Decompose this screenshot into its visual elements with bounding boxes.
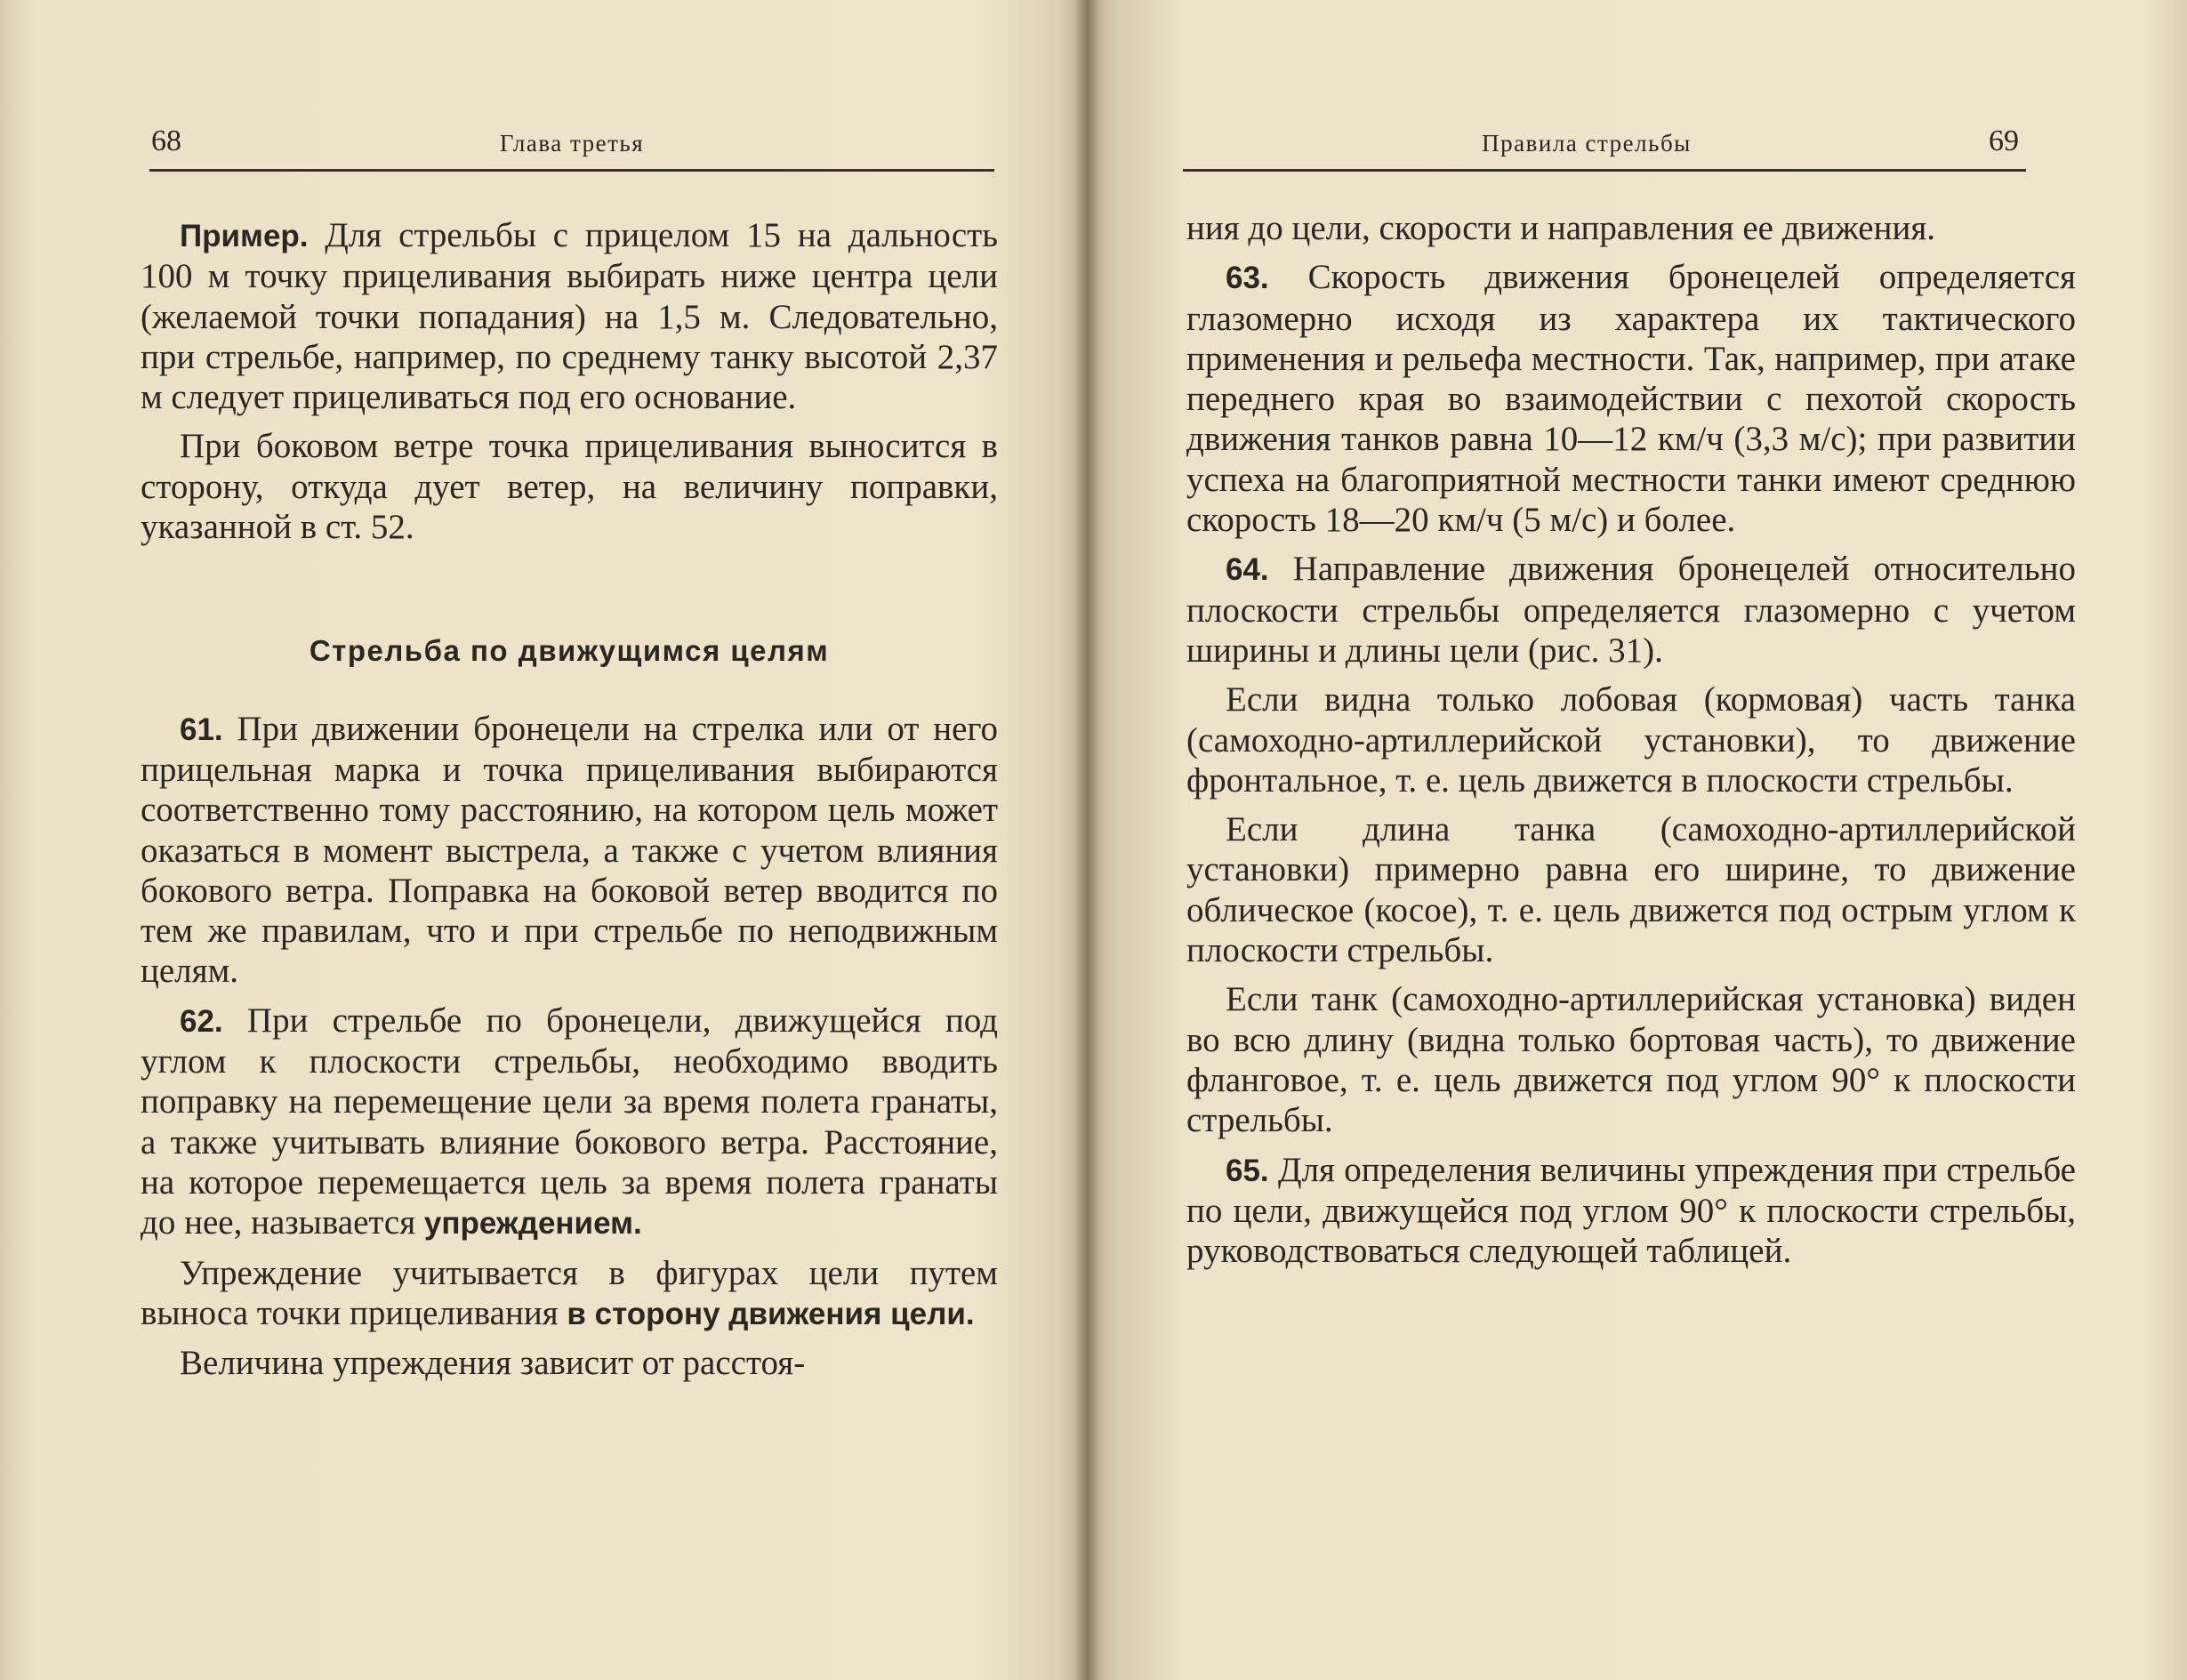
- paragraph-61-text: При движении бронецели на стрелка или от него прицельная марка и точка прицеливания выбираются соответственно тому расстоянию, на котором цель может оказаться в момент выстрела, а также с учетом влияния бокового ветра. Поправка на боковой ветер вводится по тем же правилам, что и при стрельбе по неподвижным целям.: [141, 709, 998, 991]
- paragraph-65: [1186, 1150, 2076, 1272]
- paragraph-62: [141, 1001, 998, 1244]
- paragraph-oblique: Если длина танка (самоходно-артиллерийской установки) примерно равна его ширине, то движение облическое (косое), т. е. цель движется под острым углом к плоскости стрельбы.: [1186, 810, 2076, 970]
- left-page-header: [149, 123, 994, 172]
- paragraph-65-text: Для определения величины упреждения при стрельбе по цели, движущейся под углом 90° к плоскости стрельбы, руководствоваться следующей таблицей.: [1186, 1150, 2076, 1271]
- right-page-number: 69: [1989, 125, 2019, 157]
- left-page-text: [141, 215, 998, 1383]
- example-text: Для стрельбы с прицелом 15 на дальность 100 м точку прицеливания выбирать ниже центра цели (желаемой точки попадания) на 1,5 м. Следовательно, при стрельбе, например, по среднему танку высотой 2,37 м следует прицеливаться под его основание.: [141, 216, 998, 417]
- right-page: [1087, 0, 2187, 1680]
- paragraph-flank: Если танк (самоходно-артиллерийская установка) виден во всю длину (видна только бортовая часть), то движение фланговое, т. е. цель движется под углом 90° к плоскости стрельбы.: [1186, 980, 2076, 1140]
- lead-direction-text: Упреждение учитывается в фигурах цели путем выноса точки прицеливания: [141, 1253, 998, 1332]
- right-page-header: [1183, 123, 2026, 172]
- right-running-title: Правила стрельбы: [1482, 130, 1692, 157]
- paragraph-number-63: 63.: [1226, 261, 1269, 296]
- term-lead: упреждением.: [423, 1206, 642, 1242]
- paragraph-continued: ния до цели, скорости и направления ее движения.: [1186, 209, 1936, 247]
- paragraph-61: [141, 709, 998, 992]
- paragraph-side-wind: При боковом ветре точка прицеливания выносится в сторону, откуда дует ветер, на величину поправки, указанной в ст. 52.: [141, 427, 998, 547]
- example-label: Пример.: [180, 219, 309, 253]
- left-page-number: 68: [151, 125, 181, 157]
- book-gutter: [1074, 0, 1099, 1680]
- paragraph-number-65: 65.: [1226, 1153, 1269, 1188]
- section-heading: Стрельба по движущимся целям: [309, 634, 830, 668]
- paragraph-number-64: 64.: [1226, 552, 1269, 588]
- paragraph-63: [1186, 257, 2076, 540]
- paragraph-lead-value: Величина упреждения зависит от расстоя-: [180, 1344, 806, 1383]
- paragraph-number-62: 62.: [180, 1003, 223, 1039]
- paragraph-lead-direction: [141, 1253, 998, 1335]
- left-running-title: Глава третья: [499, 130, 645, 157]
- paragraph-64-text: Направление движения бронецелей относительно плоскости стрельбы определяется глазомерно с учетом ширины и длины цели (рис. 31).: [1186, 550, 2076, 670]
- paragraph-example: [141, 215, 998, 417]
- right-page-text: [1186, 208, 2076, 1271]
- paragraph-number-61: 61.: [180, 711, 223, 747]
- term-direction: в сторону движения цели.: [567, 1296, 975, 1331]
- paragraph-62-text: При стрельбе по бронецели, движущейся под углом к плоскости стрельбы, необходимо вводить поправку на перемещение цели за время полета гранаты, а также учитывать влияние бокового ветра. Расстояние, на которое перемещается цель за время полета гранаты до нее, называется: [141, 1001, 998, 1242]
- paragraph-63-text: Скорость движения бронецелей определяется глазомерно исходя из характера их тактического применения и рельефа местности. Так, например, при атаке переднего края во взаимодействии с пехотой скорость движения танков равна 10—12 км/ч (3,3 м/с); при развитии успеха на благоприятной местности танки имеют среднюю скорость 18—20 км/ч (5 м/с) и более.: [1186, 258, 2076, 540]
- left-page: [0, 0, 1087, 1680]
- paragraph-64: [1186, 549, 2076, 671]
- paragraph-frontal: Если видна только лобовая (кормовая) часть танка (самоходно-артиллерийской установки), то движение фронтальное, т. е. цель движется в плоскости стрельбы.: [1186, 680, 2076, 800]
